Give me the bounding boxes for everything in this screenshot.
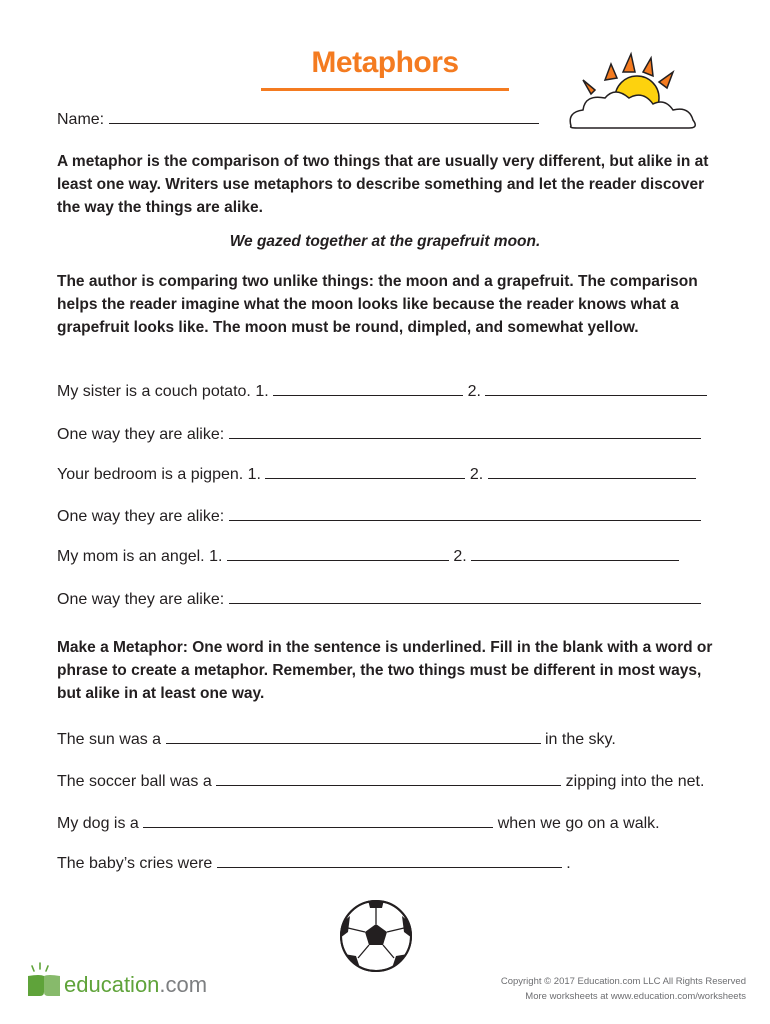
answer-blank[interactable] (273, 381, 463, 396)
blank-number: 1. (209, 548, 223, 565)
blank-number: 2. (453, 548, 467, 565)
name-field[interactable] (57, 109, 539, 129)
make-item (57, 813, 660, 833)
alike-label: One way they are alike: (57, 426, 225, 443)
intro-paragraph: A metaphor is the comparison of two things that are usually very different, but alike in at least one way. Writers use metaphors to describe something and let the reader discover the way the things are alike. (57, 153, 709, 216)
make-item-blank[interactable] (143, 813, 493, 828)
explanation-paragraph: The author is comparing two unlike things: the moon and a grapefruit. The comparison helps the reader imagine what the moon looks like because the reader knows what a grapefruit looks like. The moon must be round, dimpled, and somewhat yellow. (57, 273, 698, 336)
blank-number: 2. (467, 383, 481, 400)
answer-blank[interactable] (485, 381, 707, 396)
exercise-row (57, 464, 696, 484)
example-sentence: We gazed together at the grapefruit moon. (229, 233, 541, 250)
sun-cloud-icon (565, 50, 701, 132)
exercise-sentence: Your bedroom is a pigpen. (57, 466, 244, 483)
logo-brand: education (64, 972, 160, 997)
answer-blank[interactable] (471, 546, 679, 561)
alike-blank[interactable] (229, 506, 701, 521)
soccer-ball-icon (338, 898, 414, 974)
make-item-blank[interactable] (216, 771, 561, 786)
logo-suffix: .com (159, 972, 208, 997)
footer-copyright (501, 974, 746, 1004)
copyright-text: Copyright © 2017 Education.com LLC All Rights Reserved (500, 976, 746, 987)
make-item (57, 771, 704, 791)
blank-number: 2. (469, 466, 484, 483)
make-item (57, 729, 616, 749)
logo-wordmark (64, 972, 207, 998)
name-label: Name: (57, 111, 105, 128)
make-item-after: zipping into the net. (565, 773, 705, 790)
exercise-row (57, 381, 707, 401)
alike-blank[interactable] (229, 424, 701, 439)
title-underline (261, 88, 509, 91)
book-icon (22, 962, 66, 1002)
answer-blank[interactable] (227, 546, 449, 561)
make-item-blank[interactable] (166, 729, 541, 744)
blank-number: 1. (255, 383, 269, 400)
alike-blank[interactable] (229, 589, 701, 604)
make-item (57, 853, 571, 873)
make-item-before: The baby’s cries were (57, 855, 213, 872)
answer-blank[interactable] (265, 464, 465, 479)
exercise-sentence: My mom is an angel. (57, 548, 205, 565)
alike-label: One way they are alike: (57, 508, 225, 525)
page-title: Metaphors (311, 46, 459, 79)
more-worksheets-text: More worksheets at www.education.com/worksheets (525, 991, 746, 1002)
blank-number: 1. (247, 466, 261, 483)
alike-row (57, 424, 701, 444)
alike-row (57, 589, 701, 609)
make-item-after: . (566, 855, 571, 872)
answer-blank[interactable] (488, 464, 696, 479)
exercise-row (57, 546, 679, 566)
make-item-after: in the sky. (544, 731, 616, 748)
make-item-after: when we go on a walk. (497, 815, 660, 832)
exercise-sentence: My sister is a couch potato. (57, 383, 251, 400)
make-metaphor-instructions: Make a Metaphor: One word in the sentence is underlined. Fill in the blank with a word or phrase to create a metaphor. Remember, the two things must be different in most ways, but alike in at least one way. (57, 639, 713, 702)
make-item-before: The soccer ball was a (57, 773, 212, 790)
name-blank[interactable] (109, 109, 539, 124)
make-item-before: The sun was a (57, 731, 162, 748)
alike-row (57, 506, 701, 526)
make-item-before: My dog is a (57, 815, 139, 832)
make-item-blank[interactable] (217, 853, 562, 868)
alike-label: One way they are alike: (57, 591, 225, 608)
